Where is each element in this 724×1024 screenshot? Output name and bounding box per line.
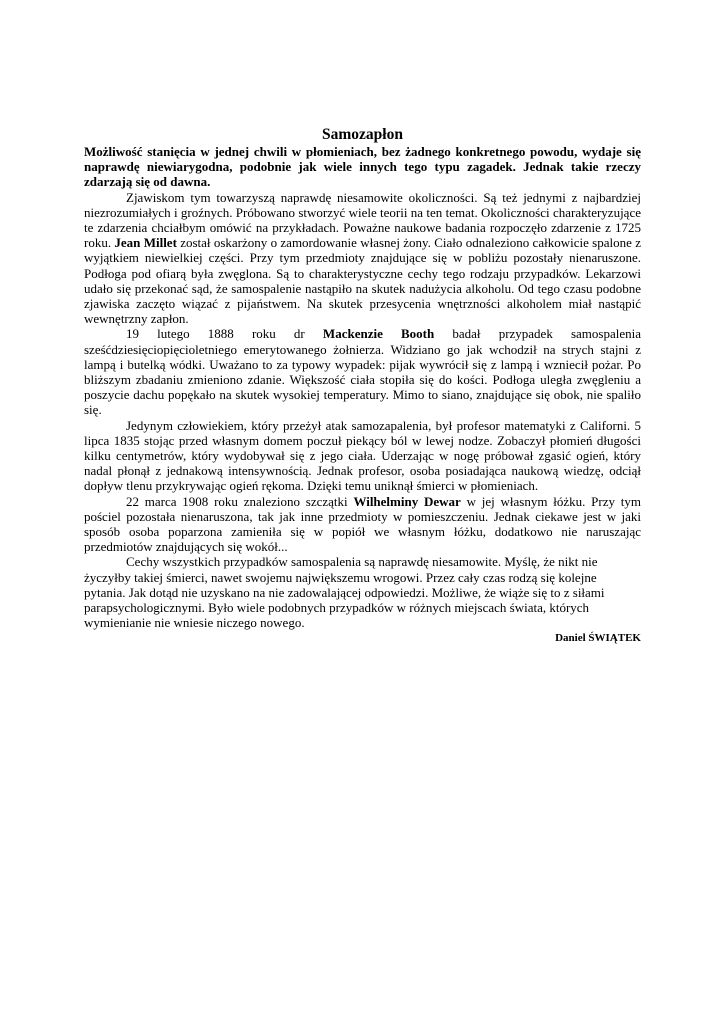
paragraph-1 <box>84 190 641 327</box>
paragraph-4-text-b: w jej własnym łóżku. Przy tym pościel pozostała nienaruszona, tak jak inne przedmioty w pomieszczeniu. Jednak ciekawe jest w jaki sposób osoba poparzona zamieniła się w popiół we własnym łóżku, dodatkowo nie naruszając przedmiotów znajdujących się wokół... <box>84 493 642 555</box>
article-title: Samozapłon <box>322 126 403 143</box>
article <box>84 126 641 646</box>
paragraph-1-text-a: Zjawiskom tym towarzyszą naprawdę niesamowite okoliczności. Są też jednymi z najbardziej niezrozumiałych i groźnych. Próbowano stworzyć wiele teorii na ten temat. Okoliczności charakteryzujące te zdarzenia chciałbym omówić na przykładach. Poważne naukowe badania rozpoczęło zdarzenie z 1725 roku. <box>84 189 641 251</box>
person-name-jean-millet: Jean Millet <box>114 235 177 251</box>
paragraph-2-text-a: 19 lutego 1888 roku dr <box>126 326 323 342</box>
paragraph-4 <box>84 494 641 555</box>
paragraph-5: Cechy wszystkich przypadków samospalenia są naprawdę niesamowite. Myślę, że nikt nie życzyłby takiej śmierci, nawet swojemu największemu wrogowi. Przez cały czas rodzą się kolejne pytania. Jak dotąd nie uzyskano na nie zadowalającej odpowiedzi. Możliwe, że wiąże się to z siłami parapsychologicznymi. Było wiele podobnych przypadków w różnych miejscach świata, których wymienianie nie wniesie niczego nowego. <box>84 554 605 631</box>
paragraph-1-text-b: został oskarżony o zamordowanie własnej żony. Ciało odnaleziono całkowicie spalone z wyjątkiem niewielkiej części. Przy tym przedmioty znajdujące się w pobliżu pozostały nienaruszone. Podłoga pod ofiarą była zwęglona. Są to charakterystyczne cechy tego rodzaju przypadków. Lekarzowi udało się przekonać sąd, że samospalenie nastąpiło na skutek nadużycia alkoholu. Od tego czasu podobne zjawiska zaczęto wiązać z pijaństwem. Na skutek przesycenia wnętrzności alkoholem miał nastąpić wewnętrzny zapłon. <box>84 235 641 327</box>
paragraph-2-text-b: badał przypadek samospalenia sześćdziesięciopięcioletniego emerytowanego żołnierza. Widziano go jak wchodził na strych stajni z lampą i butelką wódki. Uważano to za typowy wypadek: pijak wywrócił się z lampą i wzniecił pożar. Po bliższym zbadaniu zmieniono zdanie. Większość ciała stopiła się do kości. Podłoga uległa zwęgleniu a poszycie dachu popękało na skutek wysokiej temperatury. Mimo to siano, znajdujące się obok, nie spaliło się. <box>84 326 642 418</box>
paragraph-3: Jedynym człowiekiem, który przeżył atak samozapalenia, był profesor matematyki z Californi. 5 lipca 1835 stojąc przed własnym domem poczuł piekący ból w lewej nodze. Zobaczył płomień długości kilku centymetrów, który wydobywał się z jego ciała. Uderzając w nogę próbował zgasić ogień, który nadal płonął z jednakową intensywnością. Jednak profesor, osoba posiadająca naukową wiedzę, odciął dopływ tlenu przykrywając ogień rękoma. Dzięki temu uniknął śmierci w płomieniach. <box>84 417 641 494</box>
paragraph-4-text-a: 22 marca 1908 roku znaleziono szczątki <box>126 493 354 509</box>
person-name-mackenzie-booth: Mackenzie Booth <box>322 326 435 342</box>
article-lead: Możliwość stanięcia w jednej chwili w płomieniach, bez żadnego konkretnego powodu, wydaje się naprawdę niewiarygodna, podobnie jak wiele innych tego typu zagadek. Jednak takie rzeczy zdarzają się od dawna. <box>84 144 641 190</box>
paragraph-2 <box>84 326 641 417</box>
author-signature: Daniel ŚWIĄTEK <box>555 631 641 644</box>
person-name-wilhelminy-dewar: Wilhelminy Dewar <box>353 493 461 509</box>
